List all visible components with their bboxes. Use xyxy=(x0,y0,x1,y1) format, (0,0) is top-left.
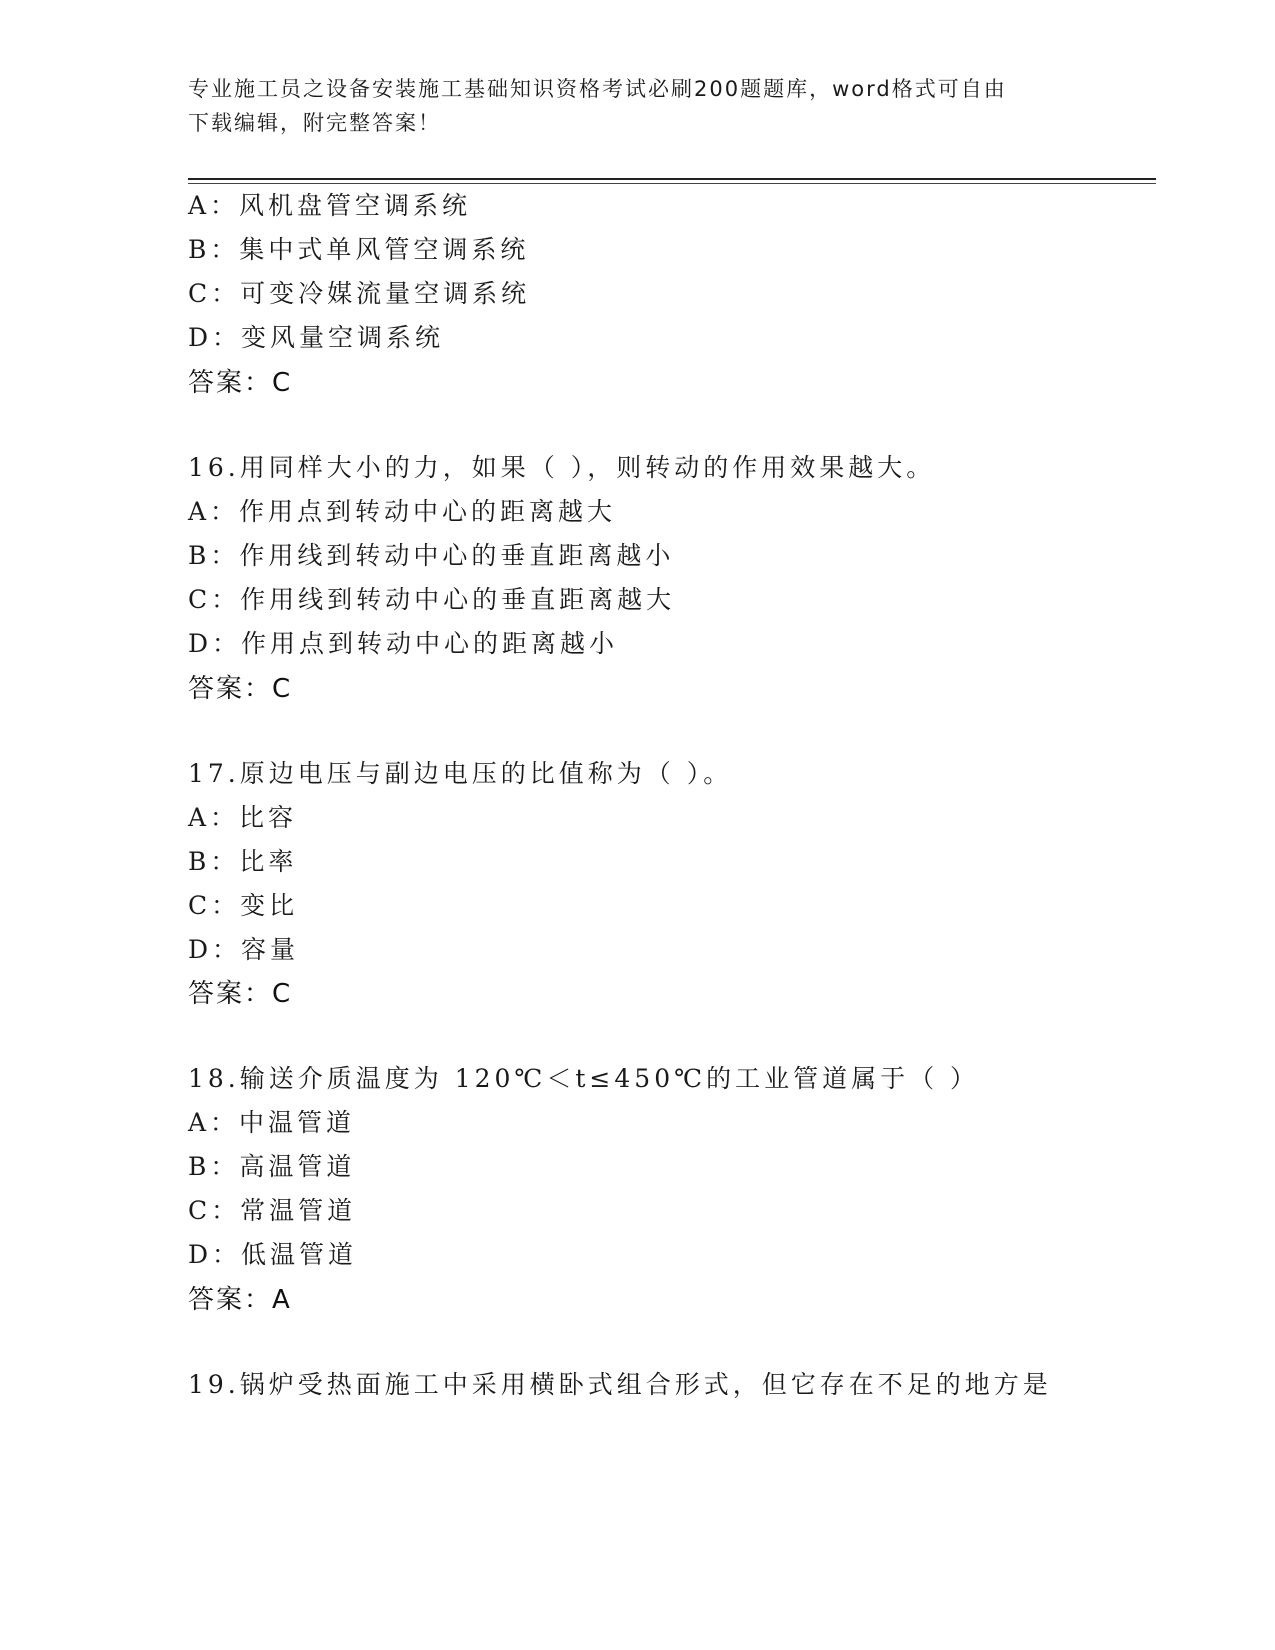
q17-option-a: A：比容 xyxy=(188,803,298,832)
q18-option-a: A：中温管道 xyxy=(188,1108,356,1137)
q19-question: 19.锅炉受热面施工中采用横卧式组合形式，但它存在不足的地方是 xyxy=(188,1370,1052,1399)
document-header xyxy=(188,72,1088,140)
q18-question: 18.输送介质温度为 120℃＜t≤450℃的工业管道属于（ ） xyxy=(188,1064,980,1093)
q17-question: 17.原边电压与副边电压的比值称为（ ）。 xyxy=(188,759,733,788)
q15-option-c: C：可变冷媒流量空调系统 xyxy=(188,279,531,308)
q18-answer: 答案：A xyxy=(188,1285,292,1315)
q17-option-c: C：变比 xyxy=(188,891,299,920)
q17-option-b: B：比率 xyxy=(188,847,298,876)
q16-answer: 答案：C xyxy=(188,674,293,704)
q15-option-d: D：变风量空调系统 xyxy=(188,323,445,352)
q18-option-b: B：高温管道 xyxy=(188,1152,356,1181)
q17-option-d: D：容量 xyxy=(188,935,300,964)
header-line-1: 专业施工员之设备安装施工基础知识资格考试必刷200题题库，word格式可自由 xyxy=(188,77,1007,101)
q16-option-a: A：作用点到转动中心的距离越大 xyxy=(188,497,617,526)
q18-option-d: D：低温管道 xyxy=(188,1240,358,1269)
q15-answer: 答案：C xyxy=(188,368,293,398)
q18-option-c: C：常温管道 xyxy=(188,1196,357,1225)
q16-option-c: C：作用线到转动中心的垂直距离越大 xyxy=(188,585,676,614)
q16-option-b: B：作用线到转动中心的垂直距离越小 xyxy=(188,541,675,570)
q16-option-d: D：作用点到转动中心的距离越小 xyxy=(188,629,619,658)
header-rule-thick xyxy=(188,178,1156,180)
q17-answer: 答案：C xyxy=(188,979,293,1009)
q15-option-a: A：风机盘管空调系统 xyxy=(188,191,472,220)
header-rule-thin xyxy=(188,183,1156,184)
q16-question: 16.用同样大小的力，如果（ ），则转动的作用效果越大。 xyxy=(188,453,936,482)
header-line-2: 下载编辑，附完整答案！ xyxy=(188,111,441,135)
q15-option-b: B：集中式单风管空调系统 xyxy=(188,235,530,264)
